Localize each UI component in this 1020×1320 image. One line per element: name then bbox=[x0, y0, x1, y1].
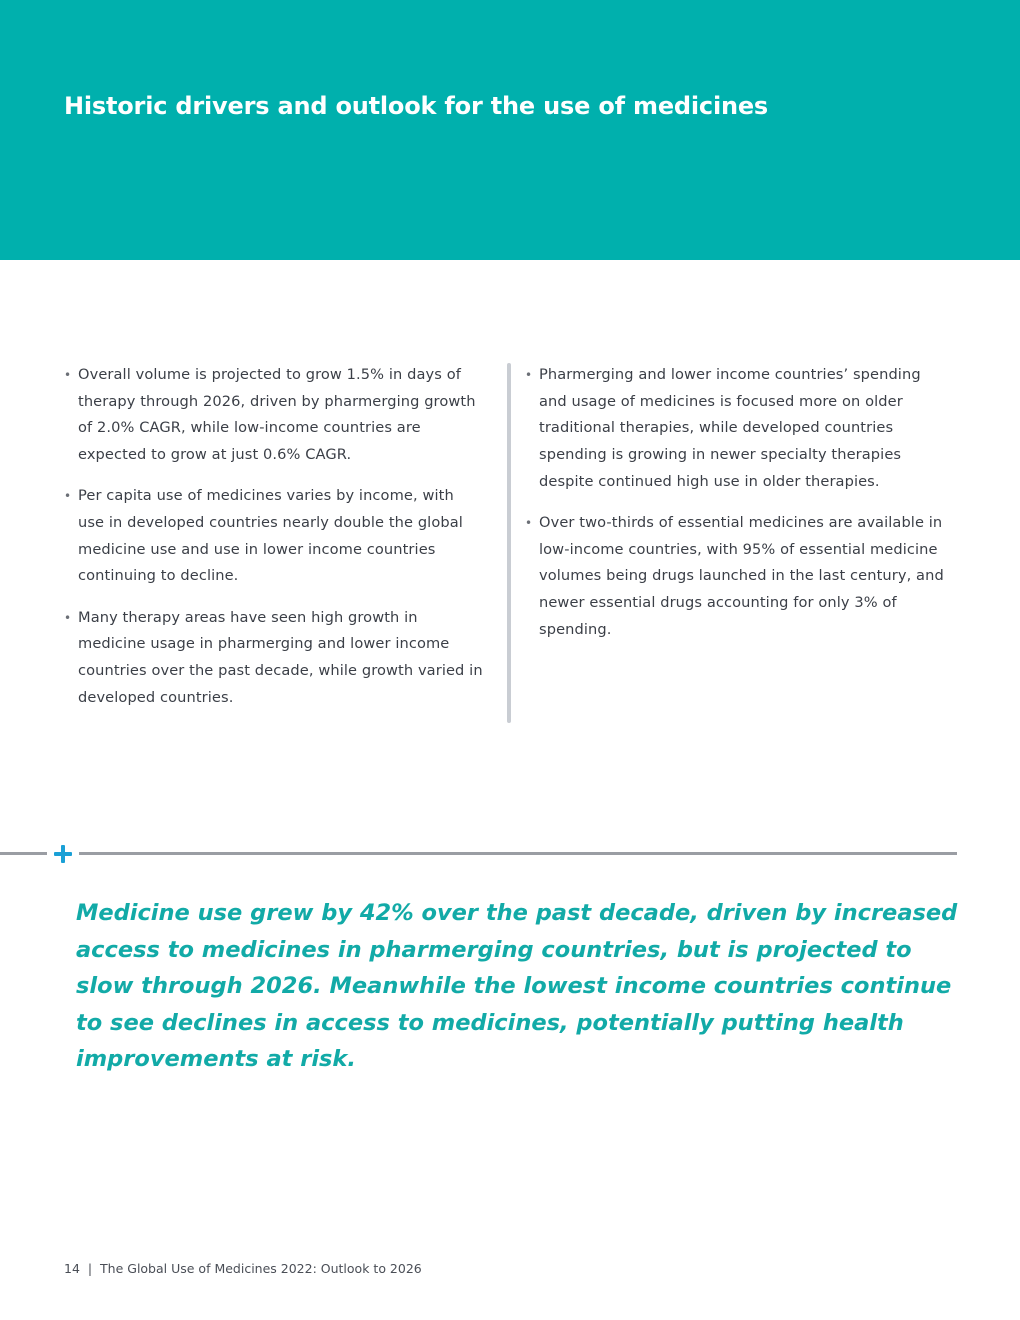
plus-icon bbox=[54, 845, 72, 863]
bullet-list-left bbox=[64, 362, 484, 726]
bullet-text: Over two-thirds of essential medicines are available in low-income countries, with 95% of essential medicine volumes being drugs launched in the last century, and newer essential drugs accounting for only 3% of spending. bbox=[539, 514, 944, 638]
footer-separator: | bbox=[87, 1261, 93, 1276]
section-rule-left bbox=[0, 852, 47, 855]
page-title: Historic drivers and outlook for the use of medicines bbox=[64, 92, 769, 120]
bullet-text: Per capita use of medicines varies by income, with use in developed countries nearly double the global medicine use and use in lower income countries continuing to decline. bbox=[78, 487, 463, 585]
bullet-icon: • bbox=[64, 368, 72, 382]
bullet-icon: • bbox=[64, 610, 72, 625]
bullet-icon: • bbox=[525, 516, 533, 531]
bullet-icon: • bbox=[64, 489, 72, 504]
header-band bbox=[0, 0, 1020, 260]
list-item bbox=[525, 510, 950, 644]
bullet-icon: • bbox=[525, 368, 533, 382]
list-item bbox=[64, 483, 484, 590]
section-rule-right bbox=[79, 852, 957, 855]
list-item bbox=[64, 362, 484, 469]
publication-title: The Global Use of Medicines 2022: Outlook to 2026 bbox=[100, 1261, 422, 1276]
bullet-list-right bbox=[525, 362, 950, 658]
list-item bbox=[525, 362, 950, 496]
column-divider bbox=[507, 363, 511, 723]
bullet-text: Many therapy areas have seen high growth in medicine usage in pharmerging and lower income countries over the past decade, while growth varied in developed countries. bbox=[78, 608, 483, 706]
pull-quote: Medicine use grew by 42% over the past decade, driven by increased access to medicines in pharmerging countries, but is projected to slow through 2026. Meanwhile the lowest income countries continue to see declines in access to medicines, potentially putting health improvements at risk. bbox=[76, 900, 958, 1073]
bullet-text: Pharmerging and lower income countries’ spending and usage of medicines is focused more on older traditional therapies, while developed countries spending is growing in newer specialty therapies despite continued high use in older therapies. bbox=[539, 366, 921, 490]
page-number: 14 bbox=[64, 1261, 80, 1276]
bullet-text: Overall volume is projected to grow 1.5% in days of therapy through 2026, driven by pharmerging growth of 2.0% CAGR, while low-income countries are expected to grow at just 0.6% CAGR. bbox=[78, 366, 476, 464]
list-item bbox=[64, 605, 484, 712]
page-footer bbox=[64, 1261, 422, 1276]
